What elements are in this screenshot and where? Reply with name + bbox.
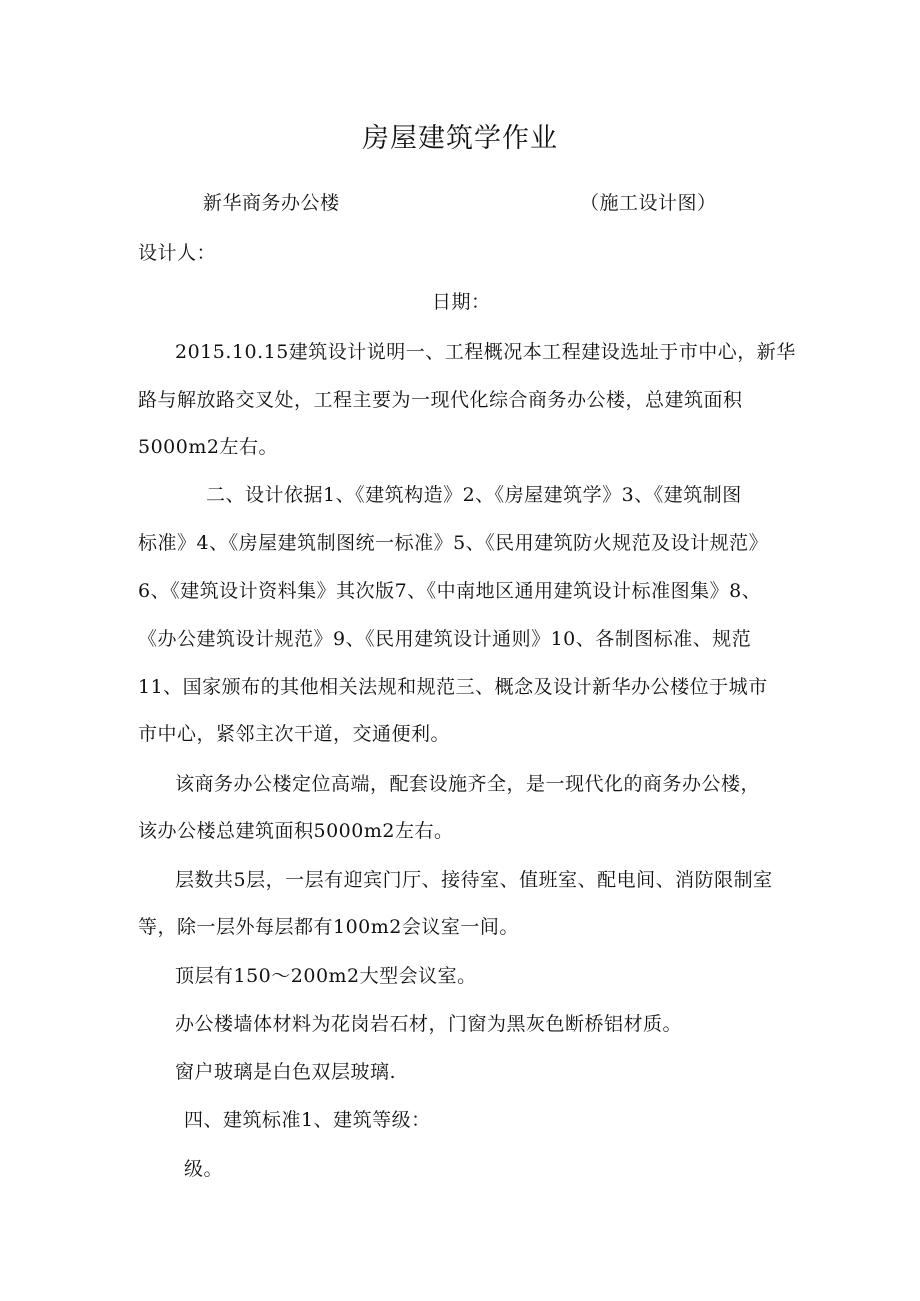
body-line: 2015.10.15建筑设计说明一、工程概况本工程建设选址于市中心，新华 bbox=[175, 341, 796, 363]
body-line: 窗户玻璃是白色双层玻璃. bbox=[175, 1061, 397, 1083]
body-line: 11、国家颁布的其他相关法规和规范三、概念及设计新华办公楼位于城市 bbox=[138, 676, 768, 698]
body-line: 办公楼墙体材料为花岗岩石材，门窗为黑灰色断桥铝材质。 bbox=[175, 1013, 683, 1035]
body-line: 标准》4、《房屋建筑制图统一标准》5、《民用建筑防火规范及设计规范》 bbox=[138, 532, 769, 554]
body-line: 5000m2左右。 bbox=[138, 436, 278, 458]
body-line: 该商务办公楼定位高端，配套设施齐全，是一现代化的商务办公楼， bbox=[175, 773, 761, 795]
body-line: 四、建筑标准1、建筑等级： bbox=[184, 1109, 431, 1131]
body-line: 该办公楼总建筑面积5000m2左右。 bbox=[138, 820, 454, 842]
document-title: 房屋建筑学作业 bbox=[362, 123, 558, 154]
designer-label: 设计人： bbox=[138, 242, 217, 264]
body-line: 6、《建筑设计资料集》其次版7、《中南地区通用建筑设计标准图集》8、 bbox=[138, 580, 762, 602]
project-name: 新华商务办公楼 bbox=[203, 192, 340, 214]
body-line: 市中心，紧邻主次干道，交通便利。 bbox=[138, 723, 451, 745]
body-line: 《办公建筑设计规范》9、《民用建筑设计通则》10、各制图标准、规范 bbox=[138, 628, 752, 650]
body-line: 二、设计依据1、《建筑构造》2、《房屋建筑学》3、《建筑制图 bbox=[206, 484, 742, 506]
body-line: 层数共5层，一层有迎宾门厅、接待室、值班室、配电间、消防限制室 bbox=[175, 869, 773, 891]
body-line: 级。 bbox=[184, 1158, 224, 1180]
date-label: 日期： bbox=[432, 291, 491, 313]
body-line: 路与解放路交叉处，工程主要为一现代化综合商务办公楼，总建筑面积 bbox=[138, 389, 743, 411]
body-line: 等，除一层外每层都有100m2会议室一间。 bbox=[138, 916, 519, 938]
body-line: 顶层有150～200m2大型会议室。 bbox=[175, 965, 477, 987]
drawing-type: （施工设计图） bbox=[580, 192, 717, 214]
